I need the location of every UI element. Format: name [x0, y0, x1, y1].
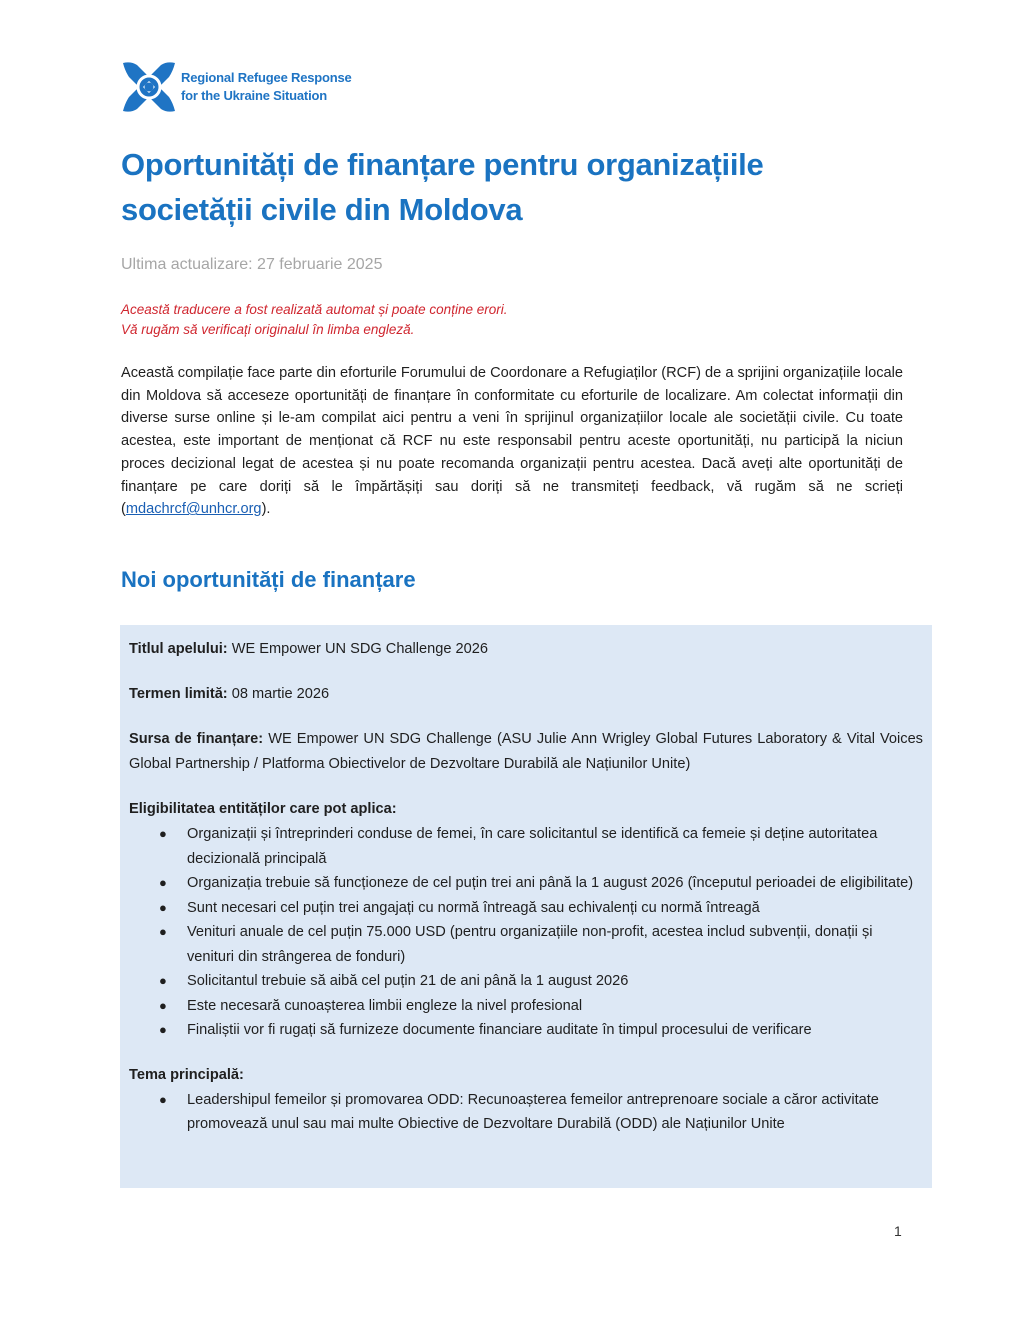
funding-source-field: [129, 727, 923, 777]
eligibility-item: ● Sunt necesari cel puțin trei angajați cu normă întreagă sau echivalenți cu normă întreagă: [129, 896, 923, 921]
bullet-icon: ●: [159, 826, 167, 841]
intro-text-end: ).: [261, 501, 271, 518]
eligibility-list: [129, 822, 923, 1043]
page-number: 1: [894, 1223, 902, 1239]
bullet-icon: ●: [159, 997, 167, 1013]
main-theme-item: ● Leadershipul femeilor și promovarea ODD: Recunoașterea femeilor antreprenoare sociale a căror activitate promovează unul sau mai multe Obiective de Dezvoltare Durabilă (ODD) ale Națiunilor Unite: [129, 1088, 923, 1137]
contact-email-link[interactable]: mdachrcf@unhcr.org: [125, 501, 262, 518]
bullet-icon: ●: [159, 1091, 167, 1107]
intro-text: Această compilație face parte din eforturile Forumului de Coordonare a Refugiaților (RCF) de a sprijini organizațiile locale din Moldova să acceseze oportunități de finanțare în conformitate cu eforturile de localizare. Am colectat informații din diverse surse online și le-am compilat aici pentru a veni în sprijinul organizațiilor locale ale societății civile. Cu toate acestea, este important de menționat că RCF nu este responsabil pentru aceste oportunități, nu participă la niciun proces decizional legat de acestea și nu poate recomanda organizații pentru acestea. Dacă aveți alte oportunități de finanțare pe care doriți să le împărtășiți sau doriți să ne transmiteți feedback, vă rugăm să ne scrieți (: [121, 365, 903, 518]
funding-source-label: Sursa de finanțare:: [129, 731, 264, 747]
deadline-label: Termen limită:: [129, 686, 228, 702]
eligibility-item: ● Organizația trebuie să funcționeze de cel puțin trei ani până la 1 august 2026 (începutul perioadei de eligibilitate): [129, 871, 923, 896]
section-heading: Noi oportunități de finanțare: [121, 567, 416, 592]
bullet-icon: ●: [159, 875, 167, 890]
logo-wordmark: [181, 69, 352, 105]
call-title-value: WE Empower UN SDG Challenge 2026: [227, 641, 489, 657]
eligibility-label: Eligibilitatea entităților care pot aplica:: [129, 801, 397, 817]
bullet-icon: ●: [159, 899, 167, 915]
deadline-value: 08 martie 2026: [227, 686, 330, 702]
call-title-field: [129, 637, 923, 662]
translation-disclaimer: [121, 300, 507, 340]
organization-logo: [121, 59, 352, 115]
bullet-icon: ●: [159, 924, 167, 939]
disclaimer-line-2: Vă rugăm să verificați originalul în limba engleză.: [121, 322, 415, 337]
logo-line-1: Regional Refugee Response: [181, 70, 352, 85]
intro-paragraph: [121, 362, 903, 521]
call-title-label: Titlul apelului:: [129, 641, 228, 657]
last-updated-date: Ultima actualizare: 27 februarie 2025: [121, 256, 383, 273]
logo-line-2: for the Ukraine Situation: [181, 88, 327, 103]
eligibility-item: ● Solicitantul trebuie să aibă cel puțin 21 de ani până la 1 august 2026: [129, 969, 923, 994]
main-theme-label: Tema principală:: [129, 1066, 244, 1083]
bullet-icon: ●: [159, 973, 167, 988]
deadline-field: [129, 682, 923, 707]
eligibility-item: ● Este necesară cunoașterea limbii engleze la nivel profesional: [129, 994, 923, 1019]
eligibility-item: ● Organizații și întreprinderi conduse de femei, în care solicitantul se identifică ca femeie și deține autoritatea decizională principală: [129, 822, 923, 871]
eligibility-item: ● Venituri anuale de cel puțin 75.000 USD (pentru organizațiile non-profit, acestea includ subvenții, donații și venituri din strângerea de fonduri): [129, 920, 923, 969]
funding-call-card: [120, 625, 932, 1188]
document-title: Oportunități de finanțare pentru organizațiile societății civile din Moldova: [121, 147, 764, 227]
main-theme-list: [129, 1088, 923, 1137]
disclaimer-line-1: Această traducere a fost realizată automat și poate conține erori.: [121, 302, 508, 317]
bullet-icon: ●: [159, 1022, 167, 1037]
funding-source-value: WE Empower UN SDG Challenge (ASU Julie Ann Wrigley Global Futures Laboratory & Vital Voices Global Partnership / Platforma Obiectivelor de Dezvoltare Durabilă ale Națiunilor Unite): [129, 731, 923, 772]
unhcr-rrp-x-logo-icon: [121, 59, 177, 115]
eligibility-item: ● Finaliștii vor fi rugați să furnizeze documente financiare auditate în timpul procesului de verificare: [129, 1018, 923, 1043]
